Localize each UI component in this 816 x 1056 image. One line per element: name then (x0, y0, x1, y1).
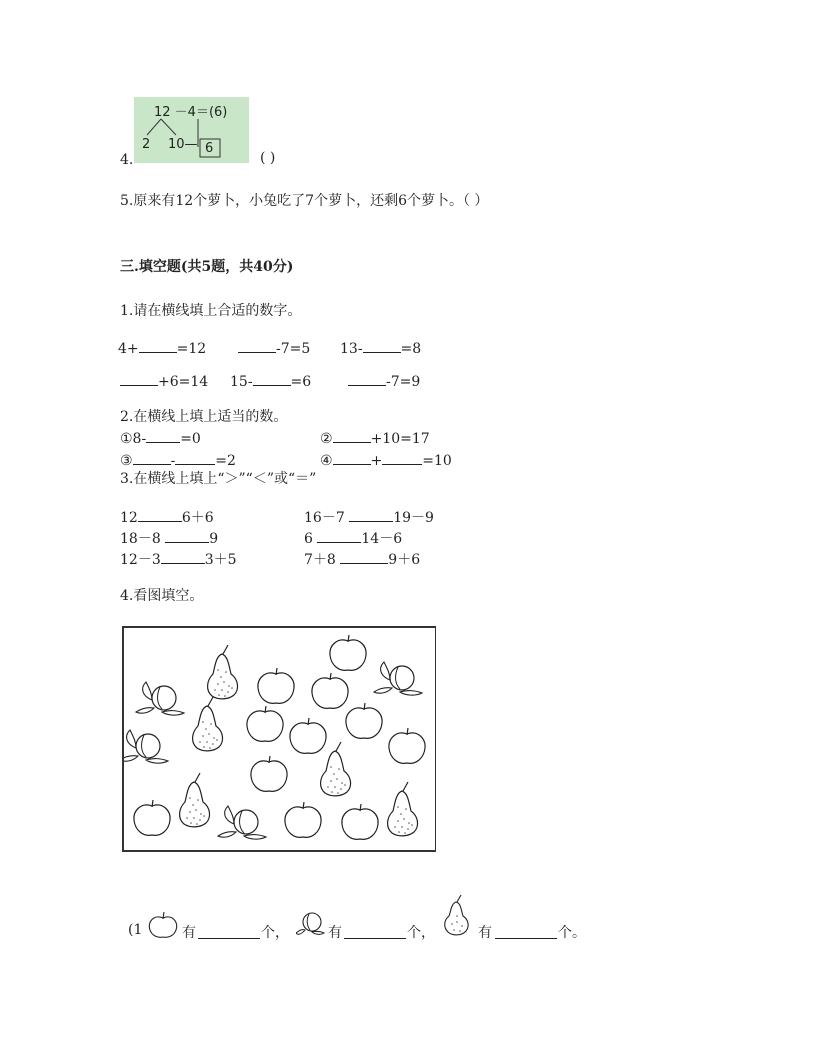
fill1-row1-item3 (340, 338, 421, 357)
item-suffix: +6=14 (158, 374, 209, 390)
q4-answer-paren[interactable]: ( ) (260, 150, 276, 166)
compare-item (304, 507, 434, 527)
fill1-row1-item2 (238, 338, 310, 357)
compare-right: 9 (209, 531, 219, 547)
item-prefix: 13- (340, 341, 363, 357)
fill1-row2-item2 (230, 371, 311, 390)
fill2-item-a (120, 428, 201, 447)
answer-blank[interactable] (139, 338, 177, 353)
fill2-title: 2.在横线上填上适当的数。 (120, 409, 288, 425)
peach-count-blank[interactable] (344, 924, 406, 939)
item-suffix: +10=17 (370, 431, 430, 447)
fruit-picture (122, 626, 436, 852)
pear-icon (442, 894, 472, 938)
compare-right: 6＋6 (181, 510, 214, 526)
item-operator: + (370, 453, 383, 469)
label-ge: 个， (261, 925, 289, 941)
item-suffix: -7=9 (386, 374, 421, 390)
answer-blank[interactable] (340, 549, 388, 564)
item-operator: - (170, 453, 176, 469)
decomp-equation: 12 －4＝(6) (154, 105, 228, 120)
answer-blank[interactable] (348, 371, 386, 386)
compare-right: 14－6 (361, 531, 403, 547)
pear-count-blank[interactable] (495, 924, 557, 939)
fill1-row1-item1 (118, 338, 206, 357)
decomp-lines (134, 97, 249, 163)
item-prefix: ② (320, 431, 333, 447)
item-prefix: ①8- (120, 431, 147, 447)
compare-left: 7＋8 (304, 552, 336, 568)
compare-left: 12－3 (120, 552, 161, 568)
item-suffix: =12 (176, 341, 207, 357)
answer-blank[interactable] (333, 450, 371, 465)
answer-blank[interactable] (349, 507, 393, 522)
item-suffix: =0 (180, 431, 201, 447)
apple-icon (148, 910, 178, 938)
answer-blank[interactable] (161, 549, 205, 564)
fill4-title: 4.看图填空。 (120, 588, 204, 604)
answer-blank[interactable] (146, 428, 180, 443)
item-suffix: =8 (400, 341, 422, 357)
compare-left: 6 (304, 531, 313, 547)
compare-item (120, 528, 218, 548)
fill3-title: 3.在横线上填上“＞”“＜”或“＝” (120, 471, 317, 487)
item-prefix: ④ (320, 453, 333, 469)
fill4-answer-line (128, 908, 598, 948)
peach-icon (296, 908, 326, 938)
fill1-row2-item3 (348, 371, 420, 390)
answer-blank[interactable] (120, 371, 158, 386)
item-suffix: =2 (215, 453, 236, 469)
decomposition-figure (134, 97, 249, 163)
q4-number: 4. (120, 152, 134, 168)
answer-blank[interactable] (253, 371, 291, 386)
item-suffix: =6 (290, 374, 312, 390)
item-prefix: ③ (120, 453, 133, 469)
decomp-box-value: 6 (205, 141, 214, 156)
item-prefix: 15- (230, 374, 253, 390)
compare-right: 9＋6 (388, 552, 421, 568)
q5-text: 5.原来有12个萝卜，小兔吃了7个萝卜，还剩6个萝卜。（ ） (120, 193, 489, 209)
compare-right: 19－9 (393, 510, 434, 526)
compare-item (120, 549, 237, 569)
answer-blank[interactable] (382, 450, 422, 465)
decomp-mid: 10— (168, 137, 198, 152)
compare-left: 18－8 (120, 531, 161, 547)
item-suffix: =10 (422, 453, 452, 469)
item-suffix: -7=5 (276, 341, 311, 357)
compare-item (304, 549, 420, 569)
compare-left: 16－7 (304, 510, 345, 526)
compare-left: 12 (120, 510, 138, 526)
answer-blank[interactable] (175, 450, 215, 465)
answer-blank[interactable] (363, 338, 401, 353)
fill2-item-b (320, 428, 430, 447)
label-ge: 个。 (558, 925, 586, 941)
section-title: 三.填空题(共5题，共40分) (120, 259, 294, 275)
answer-blank[interactable] (138, 507, 182, 522)
fruit-illustration (124, 628, 436, 850)
answer-blank[interactable] (133, 450, 171, 465)
answer-blank[interactable] (238, 338, 276, 353)
answer-blank[interactable] (165, 528, 209, 543)
answer-prefix: (1 (128, 922, 143, 938)
label-you: 有 (182, 925, 196, 941)
decomp-left: 2 (142, 137, 151, 152)
answer-blank[interactable] (317, 528, 361, 543)
fill1-title: 1.请在横线填上合适的数字。 (120, 303, 302, 319)
label-ge: 个， (407, 925, 435, 941)
compare-right: 3＋5 (204, 552, 237, 568)
compare-item (120, 507, 214, 527)
fill1-row2-item1 (120, 371, 208, 390)
item-prefix: 4+ (118, 341, 139, 357)
fill2-item-d (320, 450, 452, 469)
compare-item (304, 528, 402, 548)
label-you: 有 (478, 925, 492, 941)
fill2-item-c (120, 450, 236, 469)
answer-blank[interactable] (333, 428, 371, 443)
apple-count-blank[interactable] (198, 924, 260, 939)
label-you: 有 (328, 925, 342, 941)
